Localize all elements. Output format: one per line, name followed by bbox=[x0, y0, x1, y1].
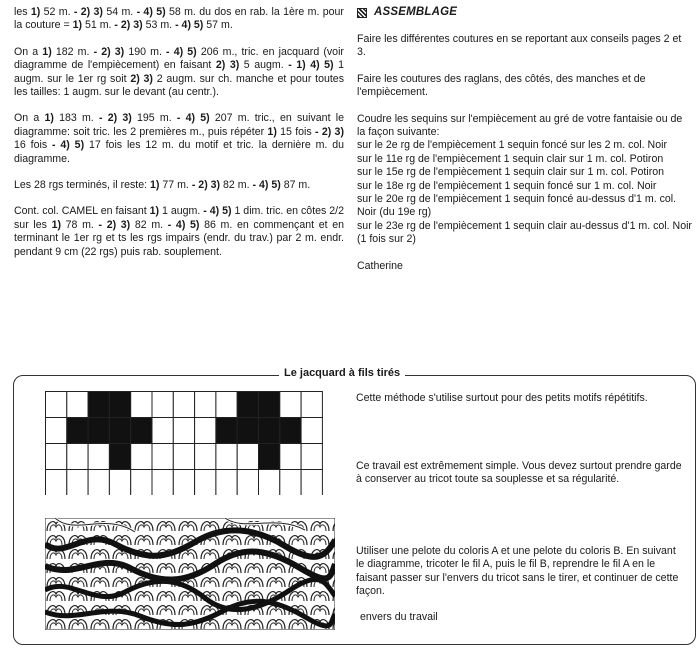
size-marker: - 4) 5) bbox=[166, 45, 197, 58]
assembly-heading bbox=[357, 6, 693, 20]
chart-cell-light bbox=[67, 392, 88, 418]
chart-cell-light bbox=[280, 470, 301, 496]
size-marker: 1) bbox=[149, 205, 160, 218]
chart-cell-light bbox=[237, 470, 258, 496]
chart-cell-light bbox=[301, 470, 322, 496]
chart-cell-dark bbox=[237, 392, 258, 418]
text-run: 17 fois les 12 m. du motif et tric. la dernière m. du diagramme. bbox=[14, 139, 344, 165]
chart-cell-light bbox=[195, 470, 216, 496]
chart-cell-light bbox=[259, 470, 280, 496]
chart-cell-dark bbox=[109, 444, 130, 470]
sequin-intro: Coudre les sequins sur l'empiècement au gré de votre fantaisie ou de la façon suivante: bbox=[357, 112, 683, 139]
left-column bbox=[14, 6, 344, 272]
chart-cell-light bbox=[46, 444, 67, 470]
text-run: On a bbox=[14, 112, 45, 125]
right-column bbox=[357, 6, 693, 286]
sequin-line: sur le 20e rg de l'empiècement 1 sequin foncé au-dessus d'1 m. col. Noir (du 19e rg) bbox=[357, 193, 677, 219]
text-run: Cont. col. CAMEL en faisant bbox=[14, 205, 150, 218]
size-marker: - 4) 5) bbox=[167, 218, 200, 231]
chart-cell-light bbox=[195, 444, 216, 470]
chart-cell-dark bbox=[259, 444, 280, 470]
hatched-square-icon bbox=[357, 8, 367, 18]
size-marker: 2) 3) bbox=[215, 59, 240, 72]
size-marker: - 2) 3) bbox=[93, 45, 125, 58]
chart-cell-light bbox=[301, 392, 322, 418]
text-run: 1 augm. sur le 1er rg soit bbox=[14, 59, 344, 85]
chart-cell-light bbox=[152, 444, 173, 470]
jacquard-chart bbox=[45, 391, 323, 495]
text-run: 2 augm. sur ch. manche et pour toutes les tailles: 1 augm. sur le devant (au centr.). bbox=[14, 72, 344, 99]
size-marker: - 4) 5) bbox=[252, 179, 281, 192]
size-marker: - 1) 4) 5) bbox=[288, 59, 334, 72]
text-run: 78 m. bbox=[61, 218, 99, 231]
chart-cell-light bbox=[88, 470, 109, 496]
text-run: 54 m. bbox=[102, 6, 137, 18]
text-run: 82 m. bbox=[130, 218, 168, 231]
sequin-line: sur le 2e rg de l'empiècement 1 sequin foncé sur les 2 m. col. Noir bbox=[357, 139, 667, 152]
chart-cell-light bbox=[173, 444, 194, 470]
sequin-line: sur le 15e rg de l'empiècement 1 sequin clair sur 1 m. col. Potiron bbox=[357, 166, 665, 179]
size-marker: 2) 3) bbox=[130, 72, 153, 85]
text-run: les bbox=[14, 6, 31, 18]
text-run: 51 m. bbox=[82, 19, 115, 32]
chart-cell-dark bbox=[131, 418, 152, 444]
chart-cell-dark bbox=[88, 418, 109, 444]
size-marker: - 2) 3) bbox=[191, 179, 221, 192]
box-text-2: Ce travail est extrêmement simple. Vous devez surtout prendre garde à conserver au tricot toute sa souplesse et sa régularité. bbox=[356, 460, 682, 486]
instruction-paragraph-3 bbox=[14, 112, 344, 166]
size-marker: 1) bbox=[267, 125, 277, 138]
text-run: 206 m., tric. en jacquard (voir diagramme de l'empiècement) en faisant bbox=[14, 45, 344, 72]
text-run: 1 augm. bbox=[159, 205, 204, 218]
size-marker: 1) bbox=[42, 45, 52, 58]
text-run: 195 m. bbox=[131, 112, 177, 125]
chart-cell-light bbox=[46, 392, 67, 418]
chart-cell-light bbox=[152, 470, 173, 496]
text-run: On a bbox=[14, 45, 43, 58]
signature: Catherine bbox=[357, 259, 403, 272]
instruction-paragraph-5 bbox=[14, 205, 344, 259]
assembly-title: ASSEMBLAGE bbox=[374, 6, 458, 19]
chart-cell-dark bbox=[259, 392, 280, 418]
chart-cell-light bbox=[131, 392, 152, 418]
chart-cell-light bbox=[131, 444, 152, 470]
text-run: 182 m. bbox=[51, 45, 94, 58]
chart-cell-dark bbox=[109, 392, 130, 418]
sequin-line: sur le 11e rg de l'empiècement 1 sequin clair sur 1 m. col. Potiron bbox=[357, 152, 664, 165]
text-run: 15 fois bbox=[276, 125, 316, 138]
chart-cell-light bbox=[280, 444, 301, 470]
text-run: 77 m. bbox=[159, 179, 192, 192]
text-run: 87 m. bbox=[280, 179, 311, 192]
size-marker: - 2) 3) bbox=[98, 112, 132, 125]
chart-cell-light bbox=[152, 418, 173, 444]
chart-cell-light bbox=[280, 392, 301, 418]
chart-cell-dark bbox=[88, 392, 109, 418]
chart-cell-light bbox=[301, 444, 322, 470]
text-run: 57 m. bbox=[203, 19, 233, 32]
chart-cell-light bbox=[173, 392, 194, 418]
chart-cell-light bbox=[216, 470, 237, 496]
size-marker: 1) bbox=[72, 19, 83, 32]
text-run: 5 augm. bbox=[239, 59, 289, 72]
chart-cell-dark bbox=[259, 418, 280, 444]
chart-cell-light bbox=[67, 470, 88, 496]
size-marker: - 2) 3) bbox=[114, 19, 143, 32]
text-run: 1 dim. tric. en côtes 2/2 sur les bbox=[14, 205, 344, 231]
size-marker: 1) bbox=[51, 218, 61, 231]
text-run: 183 m. bbox=[53, 112, 99, 125]
size-marker: - 2) 3) bbox=[73, 6, 103, 18]
sequin-instructions bbox=[357, 113, 693, 247]
size-marker: - 4) 5) bbox=[176, 112, 210, 125]
text-run: 52 m. bbox=[40, 6, 74, 18]
chart-cell-light bbox=[216, 392, 237, 418]
chart-cell-light bbox=[237, 444, 258, 470]
chart-cell-light bbox=[46, 470, 67, 496]
chart-cell-dark bbox=[216, 418, 237, 444]
chart-cell-dark bbox=[280, 418, 301, 444]
text-run: 86 m. en commençant et en terminant le 1er rg et ts les rgs impairs (endr. du trav.) par 2 m. endr. pendant 9 cm (22 rgs) puis rab. souplement. bbox=[14, 218, 344, 258]
chart-cell-dark bbox=[67, 418, 88, 444]
box-text-1: Cette méthode s'utilise surtout pour des petits motifs répétitifs. bbox=[356, 392, 648, 404]
instruction-paragraph-1 bbox=[14, 6, 344, 33]
assembly-paragraph-1: Faire les différentes coutures en se reportant aux conseils pages 2 et 3. bbox=[357, 33, 682, 59]
box-text-3: Utiliser une pelote du coloris A et une pelote du coloris B. En suivant le diagramme, tricoter le fil A, puis le fil B, reprendre le fil A en le faisant passer sur l'envers du tricot sans le tirer, et continuer de cette façon. bbox=[356, 545, 679, 598]
instruction-paragraph-2 bbox=[14, 46, 344, 100]
size-marker: - 2) 3) bbox=[315, 125, 344, 138]
chart-cell-light bbox=[301, 418, 322, 444]
chart-cell-light bbox=[173, 470, 194, 496]
chart-cell-light bbox=[46, 418, 67, 444]
size-marker: - 4) 5) bbox=[52, 139, 85, 152]
size-marker: 1) bbox=[30, 6, 41, 18]
knit-back-illustration bbox=[45, 518, 335, 630]
size-marker: 1) bbox=[150, 179, 160, 192]
size-marker: - 4) 5) bbox=[136, 6, 166, 18]
chart-cell-dark bbox=[109, 418, 130, 444]
assembly-paragraph-2: Faire les coutures des raglans, des côtés, des manches et de l'empiècement. bbox=[357, 72, 646, 99]
text-run: 16 fois bbox=[14, 139, 52, 152]
chart-cell-light bbox=[152, 392, 173, 418]
chart-cell-light bbox=[88, 444, 109, 470]
chart-cell-light bbox=[195, 392, 216, 418]
text-run: Les 28 rgs terminés, il reste: bbox=[14, 179, 151, 192]
sequin-line: sur le 18e rg de l'empiècement 1 sequin foncé sur 1 m. col. Noir bbox=[357, 179, 657, 192]
instruction-paragraph-4 bbox=[14, 179, 344, 192]
text-run: 82 m. bbox=[220, 179, 253, 192]
text-run: 53 m. bbox=[142, 19, 176, 32]
chart-cell-light bbox=[109, 470, 130, 496]
chart-cell-light bbox=[131, 470, 152, 496]
chart-cell-light bbox=[67, 444, 88, 470]
box-caption: envers du travail bbox=[360, 611, 438, 623]
size-marker: - 4) 5) bbox=[203, 205, 232, 218]
chart-cell-light bbox=[216, 444, 237, 470]
sequin-line: sur le 23e rg de l'empiècement 1 sequin clair au-dessus d'1 m. col. Noir (1 fois sur 2) bbox=[357, 219, 692, 246]
chart-cell-light bbox=[173, 418, 194, 444]
chart-cell-dark bbox=[237, 418, 258, 444]
size-marker: - 2) 3) bbox=[98, 218, 131, 231]
chart-cell-light bbox=[195, 418, 216, 444]
text-run: 190 m. bbox=[124, 45, 167, 58]
text-run: 58 m. du dos en rab. la 1ère m. pour la couture = bbox=[14, 6, 344, 32]
box-title: Le jacquard à fils tirés bbox=[279, 367, 405, 380]
size-marker: - 4) 5) bbox=[175, 19, 204, 32]
text-run: 207 m. tric., en suivant le diagramme: soit tric. les 2 premières m., puis répéter bbox=[14, 112, 344, 138]
size-marker: 1) bbox=[44, 112, 54, 125]
